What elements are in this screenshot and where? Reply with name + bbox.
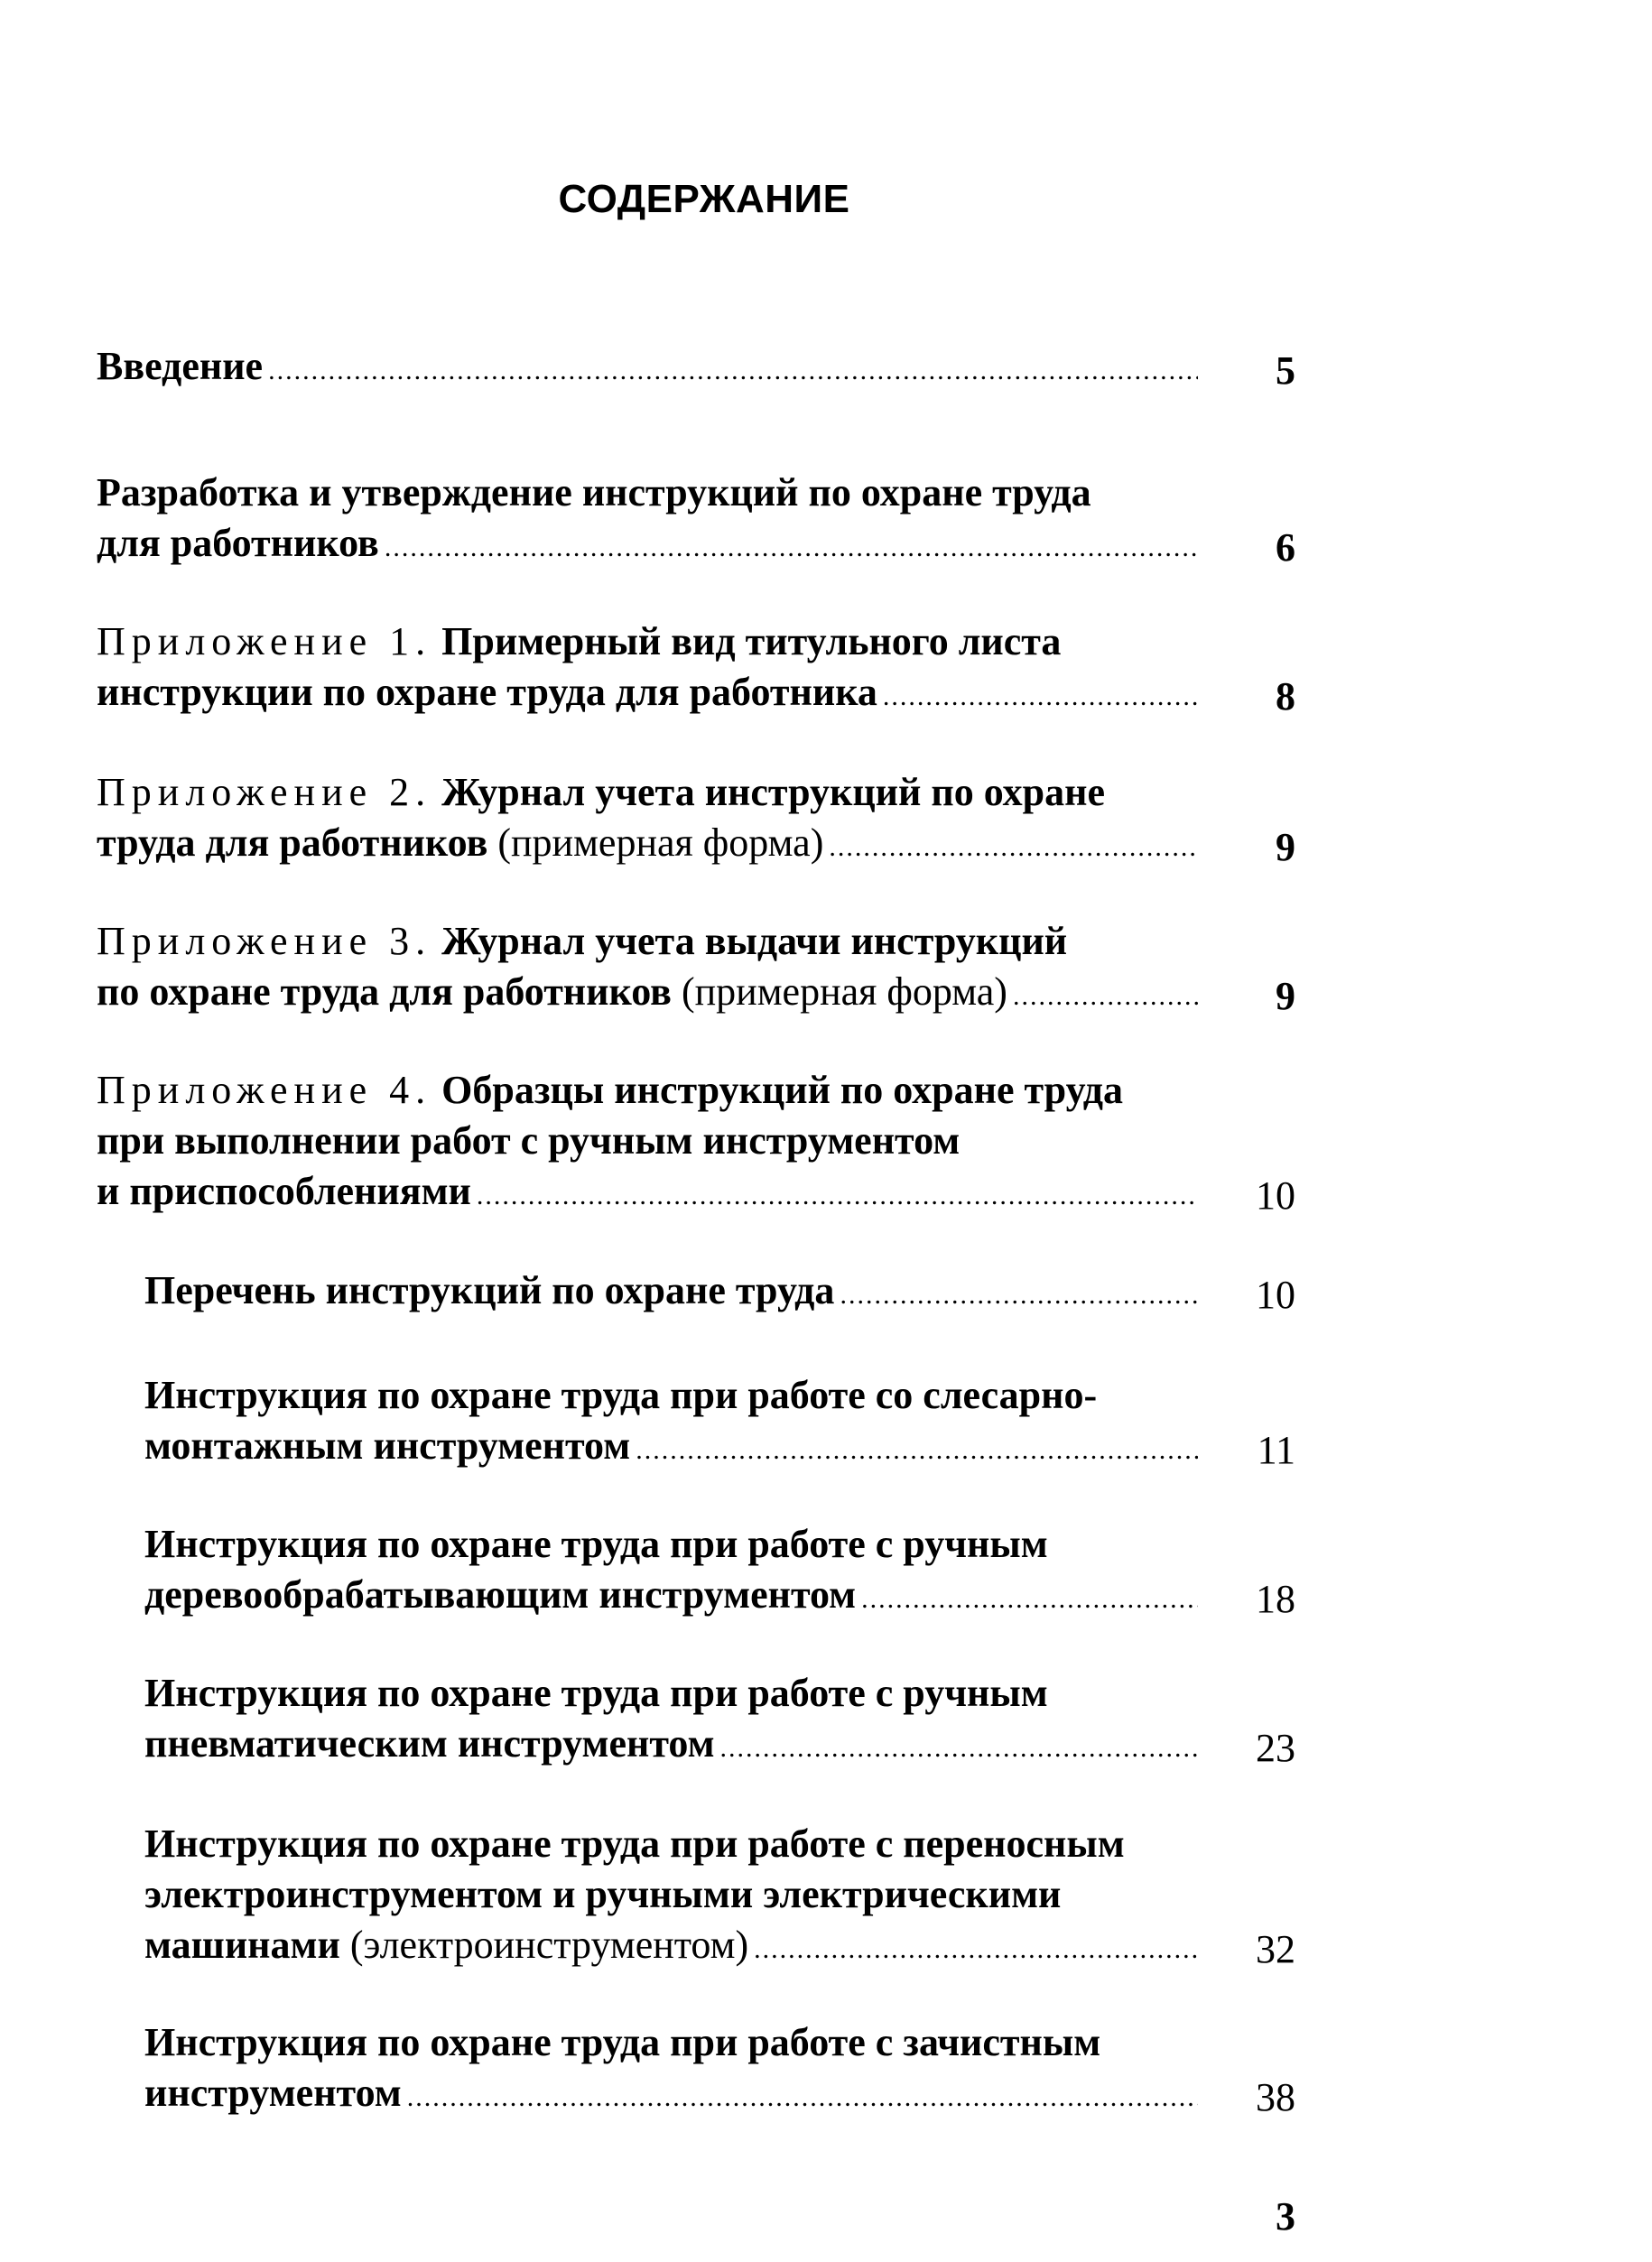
toc-entry-title-normal: (примерная форма) (681, 969, 1007, 1014)
dot-leader (883, 672, 1198, 722)
toc-entry-line: Инструкция по охране труда при работе с зачистным (144, 2020, 1101, 2064)
toc-entry-title: монтажным инструментом (144, 1423, 631, 1468)
dot-leader (477, 1171, 1198, 1221)
toc-page-number: 6 (1276, 525, 1295, 570)
toc-entry-title (97, 967, 1007, 1017)
dot-leader (754, 1924, 1198, 1975)
toc-entry-line: Инструкция по охране труда при работе с ручным (144, 1671, 1048, 1715)
dot-leader (829, 822, 1198, 873)
toc-page-number: 10 (1256, 1173, 1295, 1218)
toc-entry-instruction-woodworking[interactable] (144, 1519, 1295, 1625)
toc-entry-title (144, 1920, 748, 1970)
toc-entry-introduction[interactable] (97, 341, 1295, 396)
toc-entry-line-text: Примерный вид титульного листа (441, 619, 1062, 663)
dot-leader (636, 1425, 1198, 1476)
dot-leader (407, 2072, 1198, 2123)
toc-entry-line-text: Образцы инструкций по охране труда (441, 1068, 1124, 1112)
toc-entry-title: инструментом (144, 2071, 402, 2115)
toc-entry-appendix-2[interactable] (97, 767, 1295, 873)
toc-entry-last-line (144, 2068, 1198, 2123)
dot-leader (840, 1270, 1198, 1321)
toc-entry-title-normal: (электроинструментом) (349, 1923, 749, 1967)
toc-entry-title: для работников (97, 521, 379, 565)
toc-entry-title-bold: по охране труда для работников (97, 969, 672, 1014)
toc-entry-last-line (97, 967, 1198, 1022)
toc-entry-title-bold: труда для работников (97, 820, 488, 865)
toc-page-number: 10 (1256, 1273, 1295, 1317)
toc-page-number: 23 (1256, 1726, 1295, 1770)
toc-entry-instruction-power-tools[interactable] (144, 1819, 1295, 1975)
toc-entry-title: и приспособлениями (97, 1169, 471, 1213)
toc-entry-line: Инструкция по охране труда при работе со слесарно- (144, 1373, 1098, 1417)
toc-entry-last-line (144, 1421, 1198, 1476)
toc-entry-last-line (97, 518, 1198, 573)
toc-entry-line (97, 616, 1295, 667)
toc-page-number: 18 (1256, 1577, 1295, 1621)
toc-entry-line: Разработка и утверждение инструкций по охране труда (97, 470, 1091, 515)
toc-entry-title: Перечень инструкций по охране труда (144, 1268, 835, 1312)
toc-page-number: 11 (1257, 1428, 1295, 1472)
toc-entry-title (97, 818, 823, 868)
appendix-prefix: Приложение 1. (97, 619, 432, 663)
toc-entry-appendix-4[interactable] (97, 1065, 1295, 1221)
appendix-prefix: Приложение 4. (97, 1068, 432, 1112)
toc-entry-line (97, 1065, 1295, 1116)
toc-entry-line-text: Журнал учета выдачи инструкций (441, 919, 1068, 963)
page-title: СОДЕРЖАНИЕ (558, 177, 850, 221)
toc-entry-title: инструкции по охране труда для работника (97, 670, 877, 714)
toc-entry-development[interactable] (97, 468, 1295, 573)
toc-entry-last-line (97, 341, 1198, 396)
toc-page-number: 9 (1276, 825, 1295, 869)
toc-entry-last-line (97, 1166, 1198, 1221)
toc-entry-line: Инструкция по охране труда при работе с переносным (144, 1822, 1125, 1866)
toc-entry-line: при выполнении работ с ручным инструментом (97, 1118, 961, 1163)
toc-entry-last-line (144, 1265, 1198, 1321)
toc-entry-line (97, 916, 1295, 967)
toc-entry-last-line (144, 1920, 1198, 1975)
dot-leader (720, 1723, 1198, 1774)
toc-entry-last-line (144, 1719, 1198, 1774)
toc-entry-line-text: Журнал учета инструкций по охране (441, 770, 1105, 814)
page-number: 3 (1276, 2194, 1295, 2239)
toc-page-number: 9 (1276, 974, 1295, 1018)
toc-entry-title-bold: машинами (144, 1923, 340, 1967)
toc-entry-appendix-3[interactable] (97, 916, 1295, 1022)
toc-page-number: 8 (1276, 674, 1295, 718)
toc-entry-title: Введение (97, 344, 264, 388)
toc-entry-title: деревообрабатывающим инструментом (144, 1572, 857, 1617)
dot-leader (861, 1574, 1198, 1625)
dot-leader (268, 346, 1198, 396)
toc-entry-line (97, 767, 1295, 818)
toc-page-number: 38 (1256, 2075, 1295, 2119)
dot-leader (1013, 971, 1198, 1022)
toc-entry-instruction-fitting[interactable] (144, 1370, 1295, 1476)
toc-entry-line: электроинструментом и ручными электрическими (144, 1872, 1062, 1916)
toc-entry-title-normal: (примерная форма) (497, 820, 824, 865)
dot-leader (385, 523, 1198, 573)
toc-entry-appendix-1[interactable] (97, 616, 1295, 722)
toc-page-number: 5 (1276, 348, 1295, 393)
toc-page-number: 32 (1256, 1927, 1295, 1971)
toc-entry-last-line (97, 818, 1198, 873)
toc-entry-line: Инструкция по охране труда при работе с ручным (144, 1522, 1048, 1566)
toc-entry-last-line (97, 667, 1198, 722)
toc-entry-title: пневматическим инструментом (144, 1721, 715, 1766)
appendix-prefix: Приложение 3. (97, 919, 432, 963)
toc-entry-instruction-grinding[interactable] (144, 2017, 1295, 2123)
toc-entry-last-line (144, 1570, 1198, 1625)
toc-entry-instruction-list[interactable] (144, 1265, 1295, 1321)
toc-entry-instruction-pneumatic[interactable] (144, 1668, 1295, 1774)
appendix-prefix: Приложение 2. (97, 770, 432, 814)
